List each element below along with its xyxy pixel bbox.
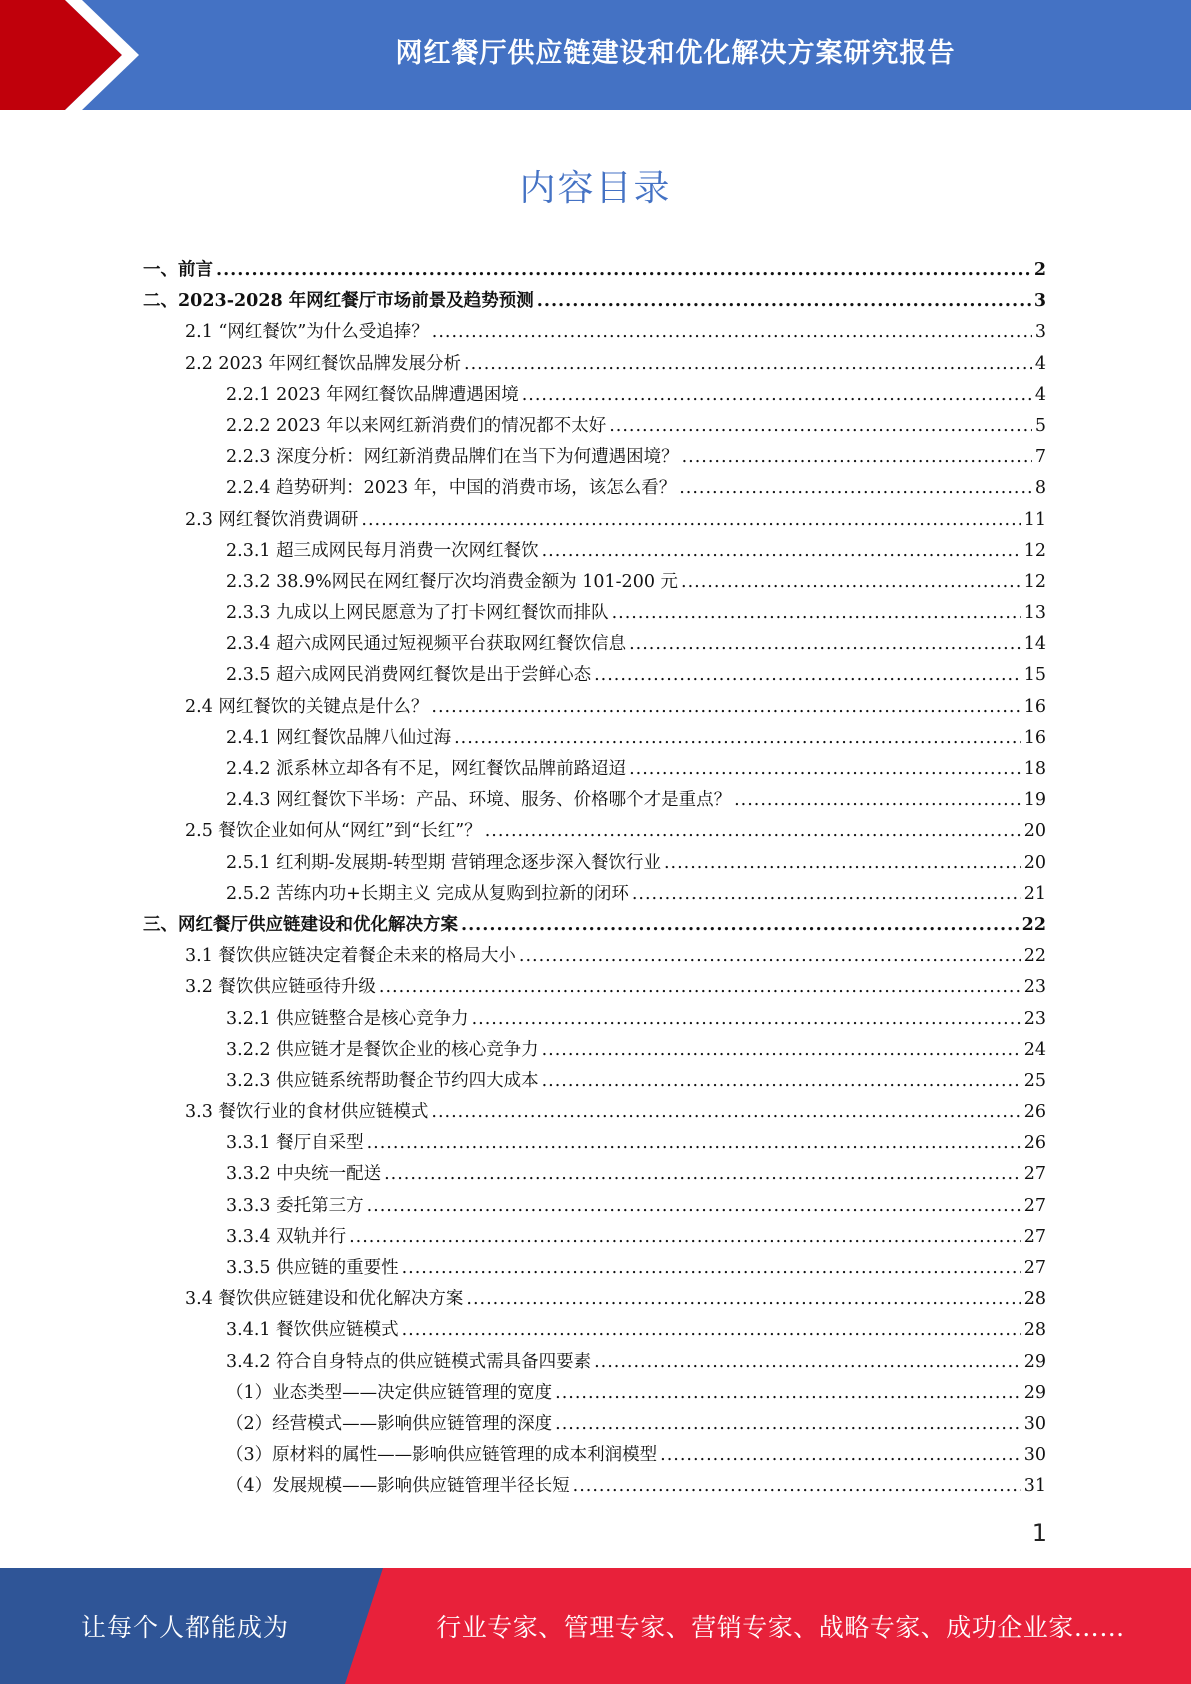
toc-entry[interactable] xyxy=(0,1222,1191,1253)
toc-leader-dots xyxy=(594,660,1021,691)
toc-entry-label: 2.4.1 网红餐饮品牌八仙过海 xyxy=(226,727,452,748)
toc-entry[interactable] xyxy=(0,255,1191,286)
toc-entry-page: 23 xyxy=(1023,977,1046,998)
toc-entry-label: 3.2.3 供应链系统帮助餐企节约四大成本 xyxy=(226,1070,539,1091)
toc-entry-label: 2.3.5 超六成网民消费网红餐饮是出于尝鲜心态 xyxy=(226,665,592,686)
toc-entry-label: 2.4.2 派系林立却各有不足，网红餐饮品牌前路迢迢 xyxy=(226,759,627,779)
toc-leader-dots xyxy=(679,473,1032,504)
toc-leader-dots xyxy=(379,972,1021,1003)
footer-slogan-left: 让每个人都能成为 xyxy=(80,1613,289,1642)
toc-entry-label: 3.3.1 餐厅自采型 xyxy=(226,1133,364,1154)
toc-entry-page: 27 xyxy=(1023,1258,1046,1278)
toc-entry[interactable] xyxy=(0,879,1191,910)
toc-entry-page: 26 xyxy=(1023,1102,1046,1123)
toc-entry[interactable] xyxy=(0,1035,1191,1066)
toc-entry-label: 一、前言 xyxy=(143,260,213,280)
toc-leader-dots xyxy=(734,785,1021,816)
toc-entry-label: 3.4 餐饮供应链建设和优化解决方案 xyxy=(185,1289,464,1310)
toc-entry[interactable] xyxy=(0,972,1191,1003)
toc-leader-dots xyxy=(522,380,1032,411)
toc-entry[interactable] xyxy=(0,536,1191,567)
toc-entry-label: 2.2.1 2023 年网红餐饮品牌遭遇困境 xyxy=(226,384,519,405)
toc-leader-dots xyxy=(555,1409,1021,1440)
toc-entry-label: 3.3.2 中央统一配送 xyxy=(226,1164,382,1185)
toc-entry-page: 16 xyxy=(1023,727,1046,748)
toc-entry[interactable] xyxy=(0,1066,1191,1097)
toc-entry[interactable] xyxy=(0,1191,1191,1222)
toc-leader-dots xyxy=(485,816,1021,847)
toc-entry-page: 22 xyxy=(1021,914,1046,935)
toc-leader-dots xyxy=(519,941,1021,972)
table-of-contents xyxy=(0,255,1191,1503)
toc-entry[interactable] xyxy=(0,1440,1191,1471)
toc-leader-dots xyxy=(402,1253,1021,1284)
toc-entry-label: 3.2 餐饮供应链亟待升级 xyxy=(185,977,376,998)
toc-entry-page: 20 xyxy=(1023,852,1046,873)
toc-entry[interactable] xyxy=(0,1378,1191,1409)
toc-leader-dots xyxy=(664,848,1021,879)
toc-leader-dots xyxy=(594,1347,1021,1378)
toc-entry[interactable] xyxy=(0,1097,1191,1128)
toc-entry-label: （3）原材料的属性——影响供应链管理的成本利润模型 xyxy=(226,1445,658,1466)
toc-entry-page: 19 xyxy=(1023,790,1046,811)
toc-leader-dots xyxy=(629,754,1021,785)
toc-entry[interactable] xyxy=(0,785,1191,816)
toc-entry-label: 2.2.2 2023 年以来网红新消费们的情况都不太好 xyxy=(226,415,607,436)
toc-entry-label: 2.3.2 38.9%网民在网红餐厅次均消费金额为 101-200 元 xyxy=(226,571,679,592)
toc-entry-page: 29 xyxy=(1023,1382,1046,1403)
toc-entry[interactable] xyxy=(0,1315,1191,1346)
toc-heading: 内容目录 xyxy=(519,168,672,209)
toc-entry-page: 8 xyxy=(1034,478,1046,499)
toc-entry-label: 2.3.4 超六成网民通过短视频平台获取网红餐饮信息 xyxy=(226,634,627,655)
toc-entry-page: 23 xyxy=(1023,1008,1046,1029)
toc-entry-label: 2.5.2 苦练内功+长期主义 完成从复购到拉新的闭环 xyxy=(226,883,629,904)
toc-entry-page: 12 xyxy=(1023,540,1046,561)
toc-entry-label: （2）经营模式——影响供应链管理的深度 xyxy=(226,1413,553,1434)
toc-leader-dots xyxy=(682,442,1032,473)
toc-entry-label: 2.3.1 超三成网民每月消费一次网红餐饮 xyxy=(226,540,539,561)
toc-entry-label: （1）业态类型——决定供应链管理的宽度 xyxy=(226,1382,553,1403)
toc-entry-page: 5 xyxy=(1034,415,1046,436)
toc-entry-page: 27 xyxy=(1023,1195,1046,1216)
toc-entry-label: （4）发展规模——影响供应链管理半径长短 xyxy=(226,1476,570,1497)
toc-entry-page: 27 xyxy=(1023,1164,1046,1185)
toc-entry-label: 3.2.1 供应链整合是核心竞争力 xyxy=(226,1008,469,1029)
toc-entry-label: 2.4 网红餐饮的关键点是什么？ xyxy=(185,696,429,717)
toc-leader-dots xyxy=(466,1284,1020,1315)
toc-leader-dots xyxy=(454,723,1021,754)
toc-leader-dots xyxy=(367,1191,1021,1222)
footer-banner xyxy=(0,1568,1191,1684)
toc-entry[interactable] xyxy=(0,567,1191,598)
toc-entry[interactable] xyxy=(0,660,1191,691)
header-banner xyxy=(0,0,1191,110)
toc-leader-dots xyxy=(629,629,1021,660)
toc-entry[interactable] xyxy=(0,505,1191,536)
footer-slogan-right: 行业专家、管理专家、营销专家、战略专家、成功企业家…… xyxy=(436,1613,1125,1642)
toc-entry[interactable] xyxy=(0,692,1191,723)
toc-leader-dots xyxy=(542,1035,1021,1066)
toc-entry[interactable] xyxy=(0,1253,1191,1284)
toc-entry[interactable] xyxy=(0,910,1191,941)
toc-entry-label: 二、2023-2028 年网红餐厅市场前景及趋势预测 xyxy=(143,291,534,312)
toc-entry-label: 2.5 餐饮企业如何从“网红”到“长红”？ xyxy=(185,821,482,842)
toc-leader-dots xyxy=(681,567,1021,598)
toc-entry[interactable] xyxy=(0,1347,1191,1378)
toc-leader-dots xyxy=(612,598,1021,629)
toc-entry-label: 3.3.3 委托第三方 xyxy=(226,1195,364,1216)
toc-entry[interactable] xyxy=(0,816,1191,847)
toc-entry-label: 3.3.4 双轨并行 xyxy=(226,1226,347,1247)
toc-entry-page: 28 xyxy=(1023,1289,1046,1310)
toc-entry-page: 30 xyxy=(1023,1413,1046,1434)
page-number: 1 xyxy=(1031,1519,1047,1547)
toc-entry-label: 2.1 “网红餐饮”为什么受追捧？ xyxy=(185,322,429,343)
toc-leader-dots xyxy=(464,349,1032,380)
toc-leader-dots xyxy=(609,411,1032,442)
toc-leader-dots xyxy=(361,505,1020,536)
toc-entry[interactable] xyxy=(0,1409,1191,1440)
toc-entry-page: 27 xyxy=(1023,1226,1046,1247)
toc-entry-page: 26 xyxy=(1023,1133,1046,1154)
toc-leader-dots xyxy=(542,536,1021,567)
toc-entry-page: 28 xyxy=(1023,1320,1046,1341)
toc-entry[interactable] xyxy=(0,941,1191,972)
toc-entry-label: 三、网红餐厅供应链建设和优化解决方案 xyxy=(143,914,458,935)
toc-leader-dots xyxy=(542,1066,1021,1097)
toc-leader-dots xyxy=(573,1471,1021,1502)
toc-leader-dots xyxy=(537,286,1031,317)
toc-entry[interactable] xyxy=(0,754,1191,785)
toc-entry-page: 20 xyxy=(1023,821,1046,842)
toc-entry-page: 22 xyxy=(1023,946,1046,967)
toc-leader-dots xyxy=(402,1315,1021,1346)
toc-entry-page: 21 xyxy=(1023,883,1046,904)
toc-entry-page: 3 xyxy=(1033,291,1046,312)
toc-entry[interactable] xyxy=(0,411,1191,442)
toc-entry[interactable] xyxy=(0,380,1191,411)
toc-leader-dots xyxy=(216,255,1031,286)
toc-entry[interactable] xyxy=(0,723,1191,754)
toc-entry-page: 4 xyxy=(1034,384,1046,405)
toc-leader-dots xyxy=(461,910,1019,941)
toc-entry-page: 7 xyxy=(1034,447,1046,468)
toc-entry-label: 2.4.3 网红餐饮下半场：产品、环境、服务、价格哪个才是重点？ xyxy=(226,790,732,811)
toc-entry[interactable] xyxy=(0,629,1191,660)
toc-entry[interactable] xyxy=(0,1004,1191,1035)
toc-leader-dots xyxy=(431,692,1020,723)
toc-leader-dots xyxy=(431,1097,1020,1128)
toc-entry-page: 12 xyxy=(1023,571,1046,592)
toc-leader-dots xyxy=(349,1222,1021,1253)
toc-entry-page: 31 xyxy=(1023,1476,1046,1497)
toc-leader-dots xyxy=(367,1128,1021,1159)
toc-entry[interactable] xyxy=(0,598,1191,629)
toc-entry-label: 2.2 2023 年网红餐饮品牌发展分析 xyxy=(185,353,461,374)
toc-entry[interactable] xyxy=(0,1159,1191,1190)
toc-entry-page: 13 xyxy=(1023,603,1046,624)
toc-entry-label: 2.3.3 九成以上网民愿意为了打卡网红餐饮而排队 xyxy=(226,603,609,624)
toc-entry[interactable] xyxy=(0,1284,1191,1315)
toc-leader-dots xyxy=(555,1378,1021,1409)
toc-entry-label: 3.4.2 符合自身特点的供应链模式需具备四要素 xyxy=(226,1351,592,1372)
chevron-arrow-icon xyxy=(0,0,160,110)
toc-entry-label: 2.2.3 深度分析：网红新消费品牌们在当下为何遭遇困境？ xyxy=(226,447,679,468)
toc-entry-label: 3.2.2 供应链才是餐饮企业的核心竞争力 xyxy=(226,1039,539,1060)
toc-entry[interactable] xyxy=(0,848,1191,879)
toc-entry-page: 14 xyxy=(1023,634,1046,655)
toc-entry-label: 3.1 餐饮供应链决定着餐企未来的格局大小 xyxy=(185,946,516,967)
toc-entry-page: 24 xyxy=(1023,1039,1046,1060)
toc-entry-page: 2 xyxy=(1033,260,1046,280)
toc-entry-page: 15 xyxy=(1023,665,1046,686)
toc-entry-page: 18 xyxy=(1023,759,1046,779)
toc-entry[interactable] xyxy=(0,1128,1191,1159)
toc-entry-page: 3 xyxy=(1034,322,1046,343)
toc-entry-label: 2.2.4 趋势研判：2023 年，中国的消费市场，该怎么看？ xyxy=(226,478,677,499)
toc-entry[interactable] xyxy=(0,286,1191,317)
toc-entry-page: 30 xyxy=(1023,1445,1046,1466)
report-title: 网红餐厅供应链建设和优化解决方案研究报告 xyxy=(395,37,956,69)
toc-leader-dots xyxy=(660,1440,1021,1471)
toc-entry-page: 11 xyxy=(1023,509,1046,530)
toc-entry-label: 2.5.1 红利期-发展期-转型期 营销理念逐步深入餐饮行业 xyxy=(226,852,661,873)
toc-entry-page: 4 xyxy=(1034,353,1046,374)
toc-entry-label: 2.3 网红餐饮消费调研 xyxy=(185,509,359,530)
toc-entry[interactable] xyxy=(0,317,1191,348)
toc-entry[interactable] xyxy=(0,442,1191,473)
toc-entry-label: 3.3 餐饮行业的食材供应链模式 xyxy=(185,1102,429,1123)
toc-entry-label: 3.3.5 供应链的重要性 xyxy=(226,1258,399,1278)
toc-leader-dots xyxy=(632,879,1021,910)
toc-leader-dots xyxy=(432,317,1032,348)
toc-entry-page: 29 xyxy=(1023,1351,1046,1372)
toc-entry[interactable] xyxy=(0,1471,1191,1502)
toc-entry-page: 25 xyxy=(1023,1070,1046,1091)
toc-entry[interactable] xyxy=(0,349,1191,380)
toc-leader-dots xyxy=(384,1159,1021,1190)
toc-entry-page: 16 xyxy=(1023,696,1046,717)
toc-entry-label: 3.4.1 餐饮供应链模式 xyxy=(226,1320,399,1341)
toc-leader-dots xyxy=(472,1004,1021,1035)
toc-entry[interactable] xyxy=(0,473,1191,504)
